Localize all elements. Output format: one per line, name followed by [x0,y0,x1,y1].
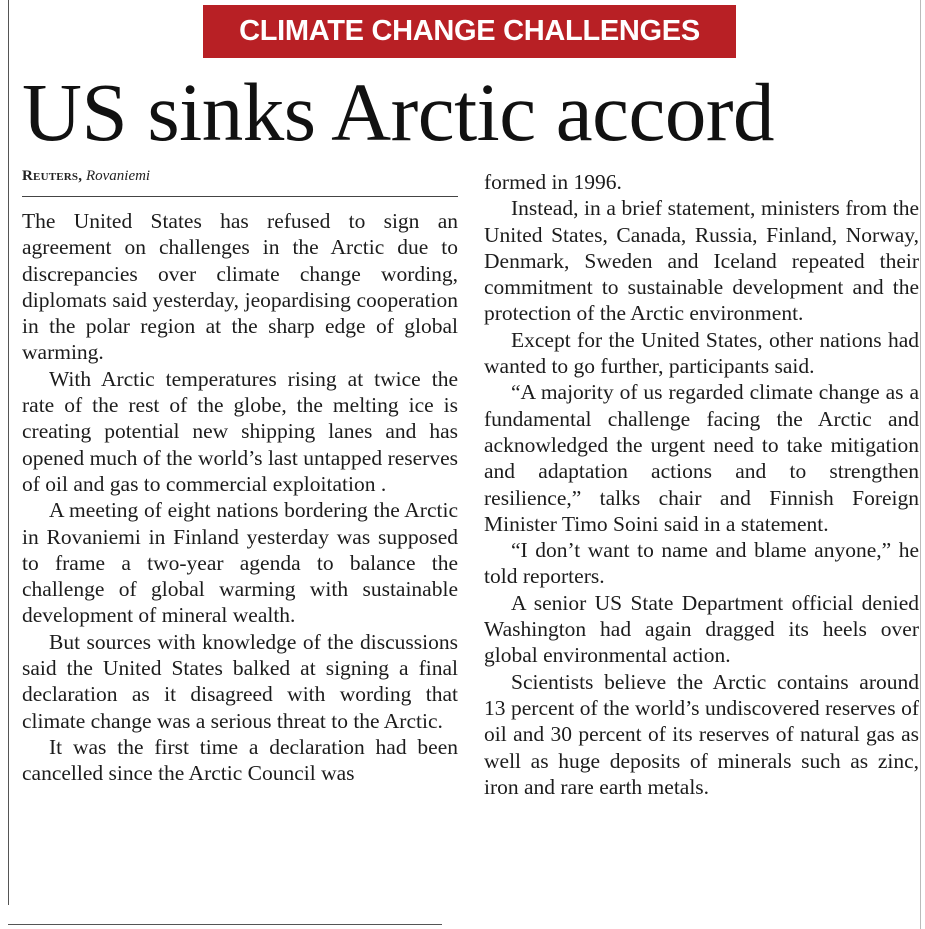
section-kicker: CLIMATE CHANGE CHALLENGES [203,5,736,58]
article-column-left [22,208,458,787]
article-paragraph: But sources with knowledge of the discussions said the United States balked at signing a final declaration as it disagreed with wording that climate change was a serious threat to the Arctic. [22,629,458,733]
right-edge-rule [920,0,921,929]
article-paragraph: A senior US State Department official denied Washington had again dragged its heels over global environmental action. [484,590,919,668]
left-column-rule [8,0,9,905]
headline: US sinks Arctic accord [22,66,774,158]
byline-agency: Reuters, [22,168,83,184]
byline-rule [22,196,458,197]
article-paragraph: Except for the United States, other nations had wanted to go further, participants said. [484,327,919,379]
article-paragraph: Scientists believe the Arctic contains around 13 percent of the world’s undiscovered reserves of oil and 30 percent of its reserves of natural gas as well as huge deposits of minerals such as zinc, iron and rare earth metals. [484,669,919,799]
article-paragraph: A meeting of eight nations bordering the Arctic in Rovaniemi in Finland yesterday was supposed to frame a two-year agenda to balance the challenge of global warming with sustainable development of mineral wealth. [22,498,458,628]
article-paragraph: With Arctic temperatures rising at twice the rate of the rest of the globe, the melting ice is creating potential new shipping lanes and has opened much of the world’s last untapped reserves of oil and gas to commercial exploitation . [22,366,458,496]
article-paragraph: It was the first time a declaration had been cancelled since the Arctic Council was [22,734,458,786]
article-paragraph: “A majority of us regarded climate change as a fundamental challenge facing the Arctic and acknowledged the urgent need to take mitigation and adaptation actions and to strengthen resilience,” talks chair and Finnish Foreign Minister Timo Soini said in a statement. [484,380,919,536]
article-column-right [484,169,919,800]
article-paragraph: “I don’t want to name and blame anyone,” he told reporters. [484,538,919,589]
bottom-rule [8,924,442,925]
article-paragraph: The United States has refused to sign an agreement on challenges in the Arctic due to discrepancies over climate change wording, diplomats said yesterday, jeopardising cooperation in the polar region at the sharp edge of global warming. [22,209,458,365]
byline [22,168,150,185]
article-paragraph: Instead, in a brief statement, ministers from the United States, Canada, Russia, Finland, Norway, Denmark, Sweden and Iceland repeated their commitment to sustainable development and the protection of the Arctic environment. [484,196,919,326]
article-paragraph-continued: formed in 1996. [484,170,622,194]
byline-place: Rovaniemi [85,168,151,184]
